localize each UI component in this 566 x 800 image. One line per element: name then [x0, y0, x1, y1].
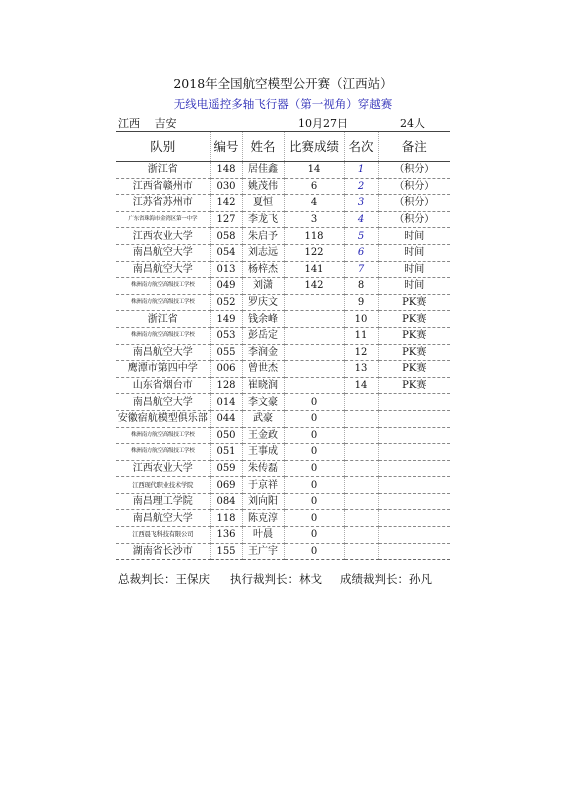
rank-cell [344, 543, 378, 560]
name-cell: 王事成 [242, 444, 284, 461]
number-cell: 069 [210, 477, 242, 494]
team-cell: 株洲南方航空高级技工学校 [116, 427, 210, 444]
name-cell: 钱余峰 [242, 311, 284, 328]
name-cell: 叶晨 [242, 527, 284, 544]
team-cell: 安徽宿航模型俱乐部 [116, 410, 210, 427]
note-cell: （积分） [378, 195, 450, 212]
table-row [116, 543, 450, 560]
number-cell: 127 [210, 211, 242, 228]
team-cell: 株洲南方航空高级技工学校 [116, 294, 210, 311]
header-score: 比赛成绩 [284, 132, 344, 162]
number-cell: 014 [210, 394, 242, 411]
number-cell: 055 [210, 344, 242, 361]
rank-cell [344, 477, 378, 494]
note-cell: （积分） [378, 211, 450, 228]
rank-cell: 11 [344, 327, 378, 344]
name-cell: 罗庆文 [242, 294, 284, 311]
number-cell: 006 [210, 361, 242, 378]
table-row [116, 244, 450, 261]
team-cell: 浙江省 [116, 162, 210, 179]
note-cell [378, 394, 450, 411]
number-cell: 030 [210, 178, 242, 195]
note-cell: PK赛 [378, 294, 450, 311]
team-cell: 江苏省苏州市 [116, 195, 210, 212]
header-name: 姓名 [242, 132, 284, 162]
event-location: 江西 吉安 [118, 117, 177, 130]
score-cell: 4 [284, 195, 344, 212]
page-title: 2018年全国航空模型公开赛（江西站） [173, 76, 393, 91]
note-cell: 时间 [378, 244, 450, 261]
score-cell [284, 377, 344, 394]
score-cell: 122 [284, 244, 344, 261]
note-cell: PK赛 [378, 327, 450, 344]
name-cell: 朱传磊 [242, 460, 284, 477]
name-cell: 刘志远 [242, 244, 284, 261]
score-cell: 118 [284, 228, 344, 245]
rank-cell [344, 410, 378, 427]
team-cell: 浙江省 [116, 311, 210, 328]
score-cell [284, 327, 344, 344]
rank-cell [344, 394, 378, 411]
table-row [116, 311, 450, 328]
note-cell: PK赛 [378, 311, 450, 328]
table-row [116, 327, 450, 344]
number-cell: 059 [210, 460, 242, 477]
number-cell: 142 [210, 195, 242, 212]
number-cell: 136 [210, 527, 242, 544]
rank-cell [344, 460, 378, 477]
header-rank: 名次 [344, 132, 378, 162]
team-cell: 株洲南方航空高级技工学校 [116, 444, 210, 461]
team-cell: 江西农业大学 [116, 228, 210, 245]
number-cell: 053 [210, 327, 242, 344]
score-cell: 141 [284, 261, 344, 278]
team-cell: 南昌航空大学 [116, 344, 210, 361]
table-row [116, 228, 450, 245]
table-row [116, 527, 450, 544]
team-cell: 南昌航空大学 [116, 244, 210, 261]
event-subtitle: 无线电遥控多轴飞行器（第一视角）穿越赛 [173, 97, 393, 111]
name-cell: 崔晓润 [242, 377, 284, 394]
number-cell: 052 [210, 294, 242, 311]
note-cell: PK赛 [378, 377, 450, 394]
name-cell: 王广宇 [242, 543, 284, 560]
note-cell [378, 444, 450, 461]
name-cell: 李文豪 [242, 394, 284, 411]
rank-cell: 4 [344, 211, 378, 228]
table-row [116, 278, 450, 295]
score-cell: 3 [284, 211, 344, 228]
note-cell [378, 477, 450, 494]
event-meta [118, 115, 450, 131]
name-cell: 朱启予 [242, 228, 284, 245]
score-cell: 0 [284, 460, 344, 477]
name-cell: 杨梓杰 [242, 261, 284, 278]
note-cell [378, 460, 450, 477]
team-cell: 株洲南方航空高级技工学校 [116, 278, 210, 295]
name-cell: 刘向阳 [242, 493, 284, 510]
name-cell: 李润金 [242, 344, 284, 361]
rank-cell [344, 427, 378, 444]
team-cell: 广东省珠海市金湾区第一中学 [116, 211, 210, 228]
number-cell: 050 [210, 427, 242, 444]
team-cell: 南昌航空大学 [116, 261, 210, 278]
rank-cell: 14 [344, 377, 378, 394]
rank-cell: 8 [344, 278, 378, 295]
note-cell: PK赛 [378, 361, 450, 378]
team-cell: 南昌理工学院 [116, 493, 210, 510]
score-cell: 0 [284, 543, 344, 560]
team-cell: 江西晨飞科技有限公司 [116, 527, 210, 544]
header-note: 备注 [378, 132, 450, 162]
team-cell: 株洲南方航空高级技工学校 [116, 327, 210, 344]
name-cell: 王金政 [242, 427, 284, 444]
rank-cell [344, 444, 378, 461]
rank-cell [344, 510, 378, 527]
table-row [116, 344, 450, 361]
number-cell: 148 [210, 162, 242, 179]
number-cell: 051 [210, 444, 242, 461]
score-cell: 14 [284, 162, 344, 179]
score-cell: 0 [284, 394, 344, 411]
rank-cell: 10 [344, 311, 378, 328]
score-cell: 0 [284, 427, 344, 444]
number-cell: 149 [210, 311, 242, 328]
team-cell: 江西省赣州市 [116, 178, 210, 195]
score-cell: 0 [284, 493, 344, 510]
table-row [116, 444, 450, 461]
note-cell [378, 543, 450, 560]
note-cell: PK赛 [378, 344, 450, 361]
table-row [116, 361, 450, 378]
number-cell: 058 [210, 228, 242, 245]
name-cell: 刘潇 [242, 278, 284, 295]
header-team: 队别 [116, 132, 210, 162]
rank-cell [344, 493, 378, 510]
table-row [116, 427, 450, 444]
table-row [116, 460, 450, 477]
table-row [116, 261, 450, 278]
table-row [116, 294, 450, 311]
rank-cell: 9 [344, 294, 378, 311]
table-header-row [116, 132, 450, 162]
number-cell: 013 [210, 261, 242, 278]
name-cell: 李龙飞 [242, 211, 284, 228]
team-cell: 山东省烟台市 [116, 377, 210, 394]
team-cell: 江西农业大学 [116, 460, 210, 477]
table-row [116, 394, 450, 411]
number-cell: 118 [210, 510, 242, 527]
number-cell: 054 [210, 244, 242, 261]
table-row [116, 377, 450, 394]
team-cell: 湖南省长沙市 [116, 543, 210, 560]
rank-cell: 6 [344, 244, 378, 261]
number-cell: 049 [210, 278, 242, 295]
note-cell [378, 510, 450, 527]
table-row [116, 162, 450, 179]
score-cell: 0 [284, 444, 344, 461]
note-cell [378, 410, 450, 427]
team-cell: 南昌航空大学 [116, 394, 210, 411]
number-cell: 084 [210, 493, 242, 510]
note-cell: （积分） [378, 178, 450, 195]
rank-cell: 5 [344, 228, 378, 245]
score-cell [284, 344, 344, 361]
header-number: 编号 [210, 132, 242, 162]
number-cell: 044 [210, 410, 242, 427]
score-cell: 0 [284, 410, 344, 427]
note-cell: 时间 [378, 278, 450, 295]
team-cell: 江西现代职业技术学院 [116, 477, 210, 494]
results-referee: 成绩裁判长：孙凡 [340, 572, 432, 586]
table-row [116, 510, 450, 527]
rank-cell: 1 [344, 162, 378, 179]
rank-cell: 13 [344, 361, 378, 378]
rank-cell: 3 [344, 195, 378, 212]
note-cell: 时间 [378, 228, 450, 245]
rank-cell: 12 [344, 344, 378, 361]
note-cell [378, 527, 450, 544]
rank-cell [344, 527, 378, 544]
name-cell: 彭岳定 [242, 327, 284, 344]
score-cell [284, 294, 344, 311]
name-cell: 陈克淳 [242, 510, 284, 527]
team-cell: 鹰潭市第四中学 [116, 361, 210, 378]
score-cell: 142 [284, 278, 344, 295]
number-cell: 155 [210, 543, 242, 560]
score-cell: 0 [284, 527, 344, 544]
score-cell: 6 [284, 178, 344, 195]
score-cell: 0 [284, 477, 344, 494]
participant-count: 24人 [400, 117, 425, 130]
note-cell [378, 427, 450, 444]
table-row [116, 178, 450, 195]
table-row [116, 493, 450, 510]
score-cell [284, 361, 344, 378]
score-cell: 0 [284, 510, 344, 527]
note-cell: 时间 [378, 261, 450, 278]
name-cell: 姚茂伟 [242, 178, 284, 195]
name-cell: 夏恒 [242, 195, 284, 212]
chief-referee: 总裁判长：王保庆 [118, 572, 210, 586]
table-row [116, 211, 450, 228]
table-row [116, 195, 450, 212]
name-cell: 武豪 [242, 410, 284, 427]
event-date: 10月27日 [298, 117, 348, 130]
executive-referee: 执行裁判长：林戈 [230, 572, 322, 586]
name-cell: 居佳鑫 [242, 162, 284, 179]
name-cell: 于京祥 [242, 477, 284, 494]
results-table [116, 131, 450, 560]
rank-cell: 2 [344, 178, 378, 195]
note-cell [378, 493, 450, 510]
number-cell: 128 [210, 377, 242, 394]
team-cell: 南昌航空大学 [116, 510, 210, 527]
name-cell: 曾世杰 [242, 361, 284, 378]
score-cell [284, 311, 344, 328]
table-row [116, 477, 450, 494]
table-row [116, 410, 450, 427]
note-cell: （积分） [378, 162, 450, 179]
rank-cell: 7 [344, 261, 378, 278]
